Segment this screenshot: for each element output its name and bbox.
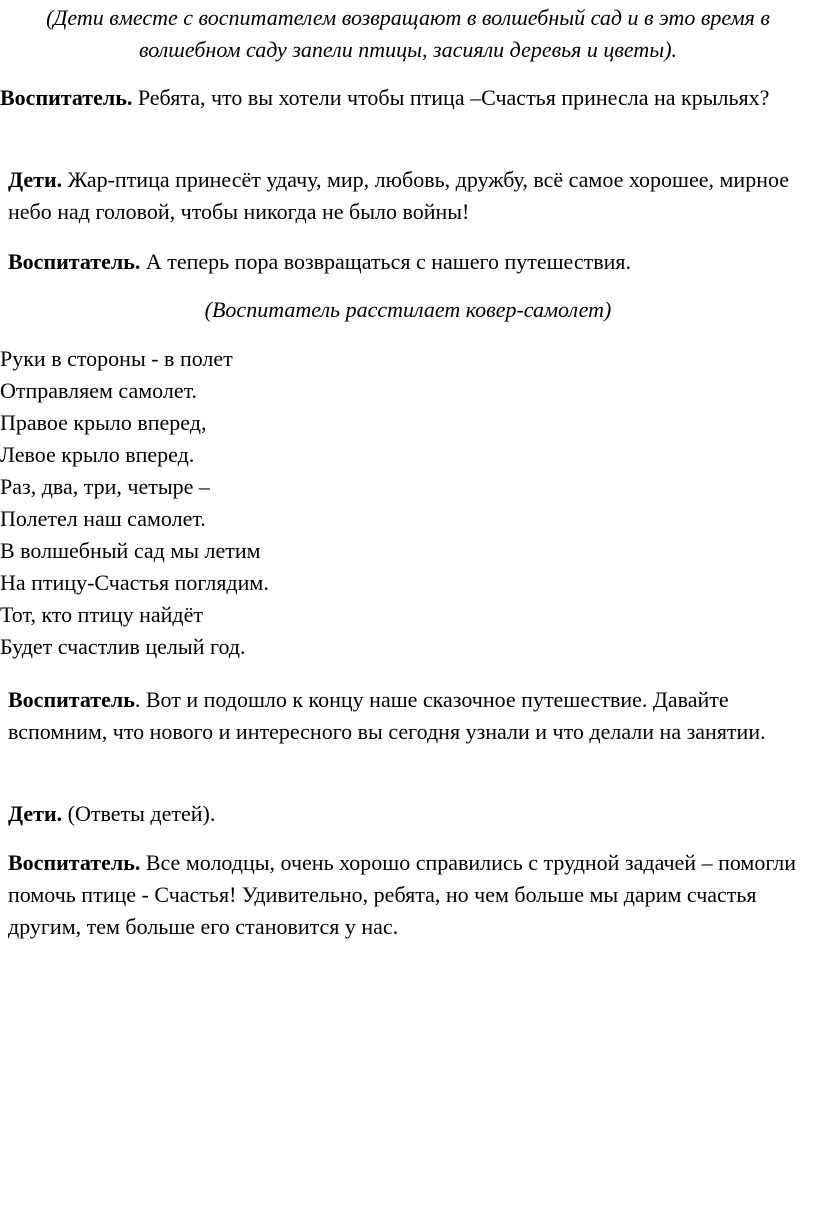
- verse-line: На птицу-Счастья поглядим.: [0, 570, 269, 595]
- dialogue-text: А теперь пора возвращаться с нашего путешествия.: [140, 249, 632, 274]
- dialogue-children-1: [0, 164, 816, 228]
- verse-line: В волшебный сад мы летим: [0, 538, 261, 563]
- verse-line: Правое крыло вперед,: [0, 410, 207, 435]
- speaker-label: Воспитатель.: [8, 249, 141, 274]
- speaker-label: Дети.: [8, 167, 63, 192]
- dialogue-teacher-2: [0, 246, 816, 278]
- dialogue-text: Жар-птица принесёт удачу, мир, любовь, дружбу, всё самое хорошее, мирное небо над головой, чтобы никогда не было войны!: [8, 167, 790, 224]
- dialogue-teacher-3: [0, 684, 816, 748]
- verse-line: Тот, кто птицу найдёт: [0, 602, 203, 627]
- dialogue-teacher-1: [0, 82, 816, 114]
- dialogue-text: (Ответы детей).: [62, 801, 216, 826]
- stage-direction-carpet: (Воспитатель расстилает ковер-самолет): [204, 297, 612, 322]
- stage-direction-intro: (Дети вместе с воспитателем возвращают в волшебный сад и в это время в волшебном саду запели птицы, засияли деревья и цветы).: [46, 5, 770, 62]
- speaker-label: Воспитатель.: [0, 85, 133, 110]
- verse-line: Отправляем самолет.: [0, 378, 198, 403]
- dialogue-text: Все молодцы, очень хорошо справились с трудной задачей – помогли помочь птице - Счастья! Удивительно, ребята, но чем больше мы дарим счастья другим, тем больше его становится у нас.: [8, 850, 797, 939]
- verse-line: Полетел наш самолет.: [0, 506, 206, 531]
- poem-verse: [0, 343, 269, 663]
- verse-line: Раз, два, три, четыре –: [0, 474, 210, 499]
- verse-line: Левое крыло вперед.: [0, 442, 195, 467]
- verse-line: Руки в стороны - в полет: [0, 346, 233, 371]
- verse-line: Будет счастлив целый год.: [0, 634, 246, 659]
- dialogue-teacher-4: [0, 847, 816, 943]
- speaker-label: Дети.: [8, 801, 63, 826]
- dialogue-text: Ребята, что вы хотели чтобы птица –Счастья принесла на крыльях?: [132, 85, 770, 110]
- dialogue-text: . Вот и подошло к концу наше сказочное путешествие. Давайте вспомним, что нового и интересного вы сегодня узнали и что делали на занятии.: [8, 687, 766, 744]
- speaker-label: Воспитатель: [8, 687, 135, 712]
- dialogue-children-2: [0, 798, 816, 830]
- speaker-label: Воспитатель.: [8, 850, 141, 875]
